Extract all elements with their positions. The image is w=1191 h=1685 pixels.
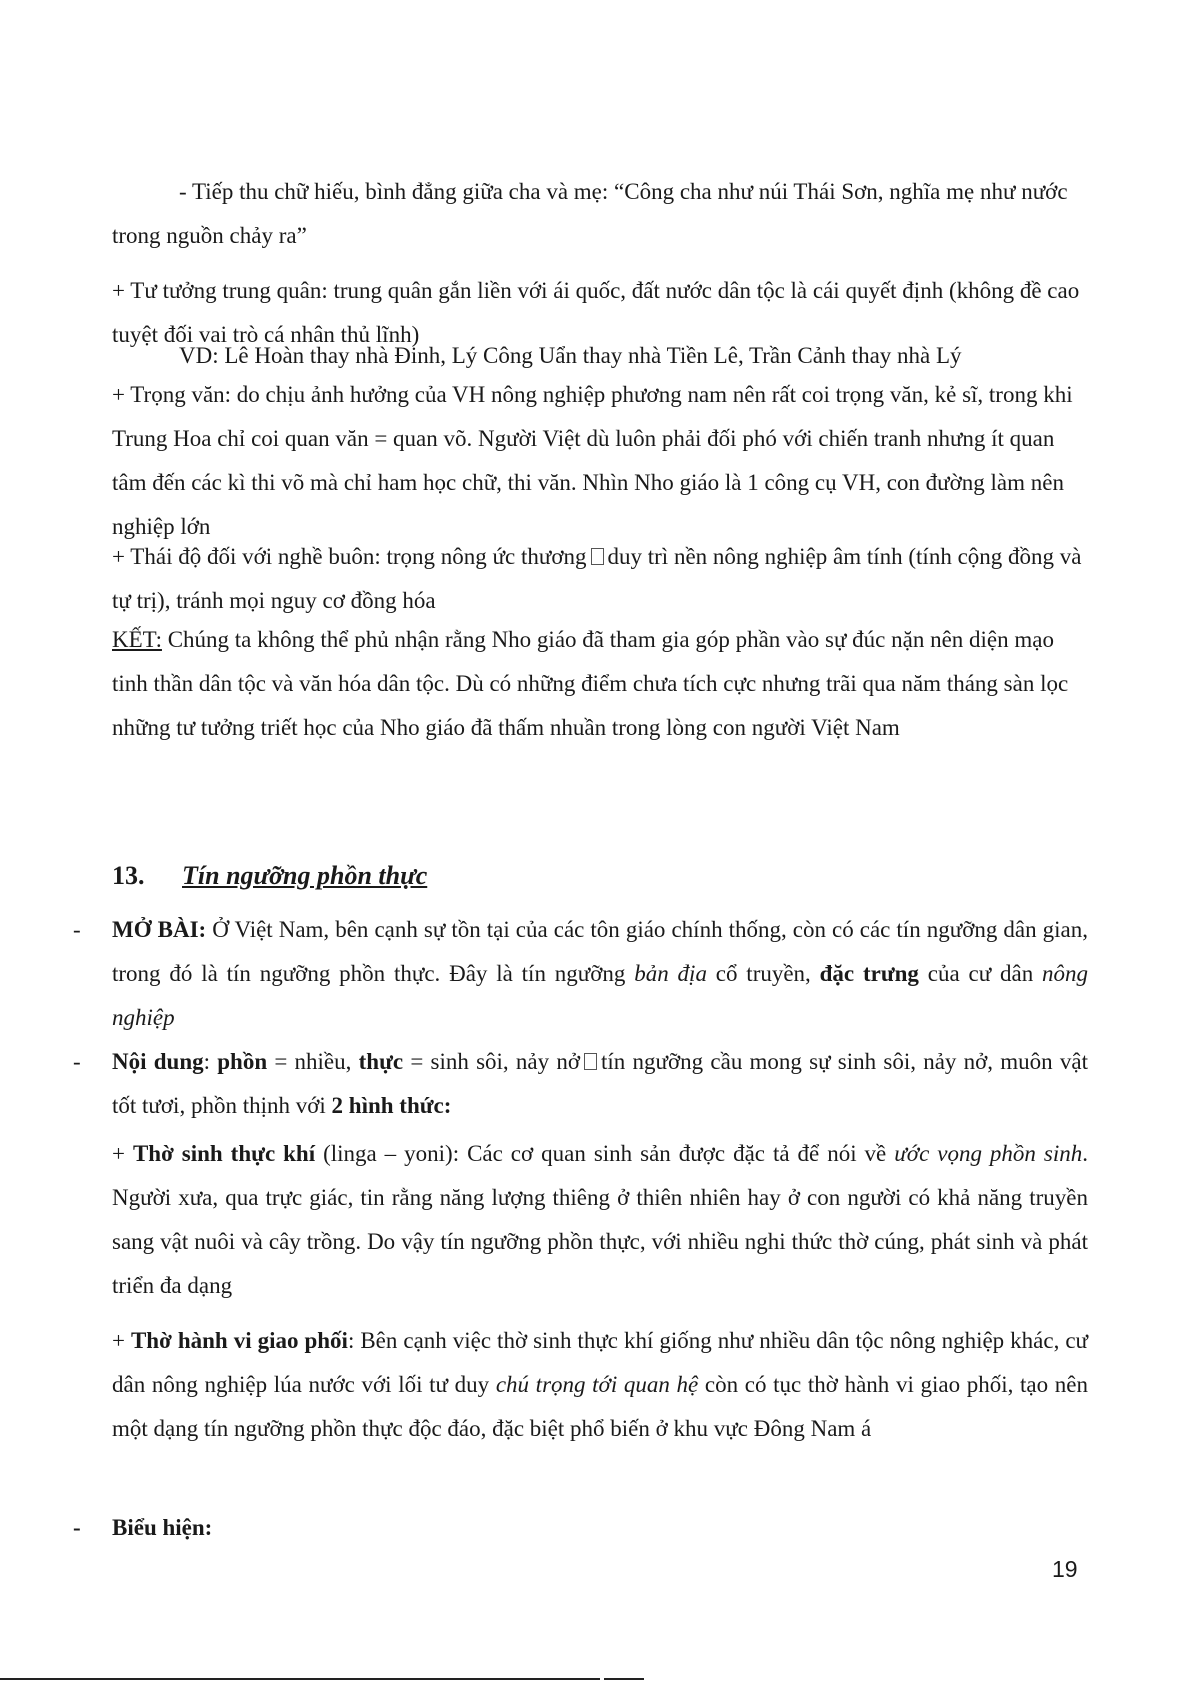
arrow-placeholder-icon [591, 548, 604, 565]
paragraph-filial-piety: - Tiếp thu chữ hiếu, bình đẳng giữa cha và mẹ: “Công cha như núi Thái Sơn, nghĩa mẹ như nước trong nguồn chảy ra” [112, 179, 1068, 248]
act-text-1: : Bên cạnh việc thờ sinh thực khí giống như nhiều dân tộc nông nghiệp khác, cư dân nông nghiệp lúa nước với lối tư duy [112, 1328, 1088, 1397]
paragraph-worship-act [112, 1319, 1088, 1451]
act-italic: chú trọng tới quan hệ [495, 1372, 699, 1397]
intro-text-1: Ở Việt Nam, bên cạnh sự tồn tại của các tôn giáo chính thống, còn có các tín ngưỡng dân gian, trong đó là tín ngưỡng phồn thực. Đây là tín ngưỡng [112, 917, 1088, 986]
commerce-text-b: duy trì nền nông nghiệp âm tính (tính cộng đồng và tự trị), tránh mọi nguy cơ đồng hóa [112, 544, 1082, 613]
conclusion-label: KẾT: [112, 627, 162, 652]
organs-text-1: (linga – yoni): Các cơ quan sinh sản được đặc tả để nói về [315, 1141, 895, 1166]
act-text-2: còn có tục thờ hành vi giao phối, tạo nên một dạng tín ngưỡng phồn thực độc đáo, đặc biệt phổ biến ở khu vực Đông Nam á [112, 1372, 1088, 1441]
manifestation-label: Biểu hiện: [112, 1515, 213, 1540]
intro-label: MỞ BÀI: [112, 917, 207, 942]
organs-bold: Thờ sinh thực khí [132, 1141, 316, 1166]
paragraph-conclusion [112, 618, 1088, 750]
organs-italic: ước vọng phồn sinh [894, 1141, 1083, 1166]
bottom-rule [0, 1678, 600, 1680]
intro-text-2: cổ truyền, [706, 961, 820, 986]
bottom-rule-short [604, 1678, 644, 1680]
intro-bold-1: đặc trưng [819, 961, 919, 986]
content-text-2: = nhiều, [267, 1049, 359, 1074]
content-bold-1: phồn [217, 1049, 268, 1074]
commerce-text-a: + Thái độ đối với nghề buôn: trọng nông ức thương [112, 544, 587, 569]
paragraph-manifestation [112, 1506, 1088, 1550]
paragraph-commerce [112, 535, 1088, 623]
section-title: Tín ngưỡng phồn thực [182, 861, 428, 890]
paragraph-worship-organs [112, 1132, 1088, 1308]
intro-italic-1: bản địa [634, 961, 707, 986]
content-bold-3: 2 hình thức: [331, 1093, 452, 1118]
section-number: 13. [112, 861, 145, 890]
content-bold-2: thực [358, 1049, 404, 1074]
paragraph-intro [112, 908, 1088, 1040]
paragraph-content [112, 1040, 1088, 1128]
content-text-4: tín ngưỡng cầu mong sự sinh sôi, nảy nở, muôn vật tốt tươi, phồn thịnh với [112, 1049, 1089, 1118]
content-text-1: : [203, 1049, 218, 1074]
bullet-dash: - [73, 1049, 81, 1074]
bullet-dash: - [73, 1515, 81, 1540]
paragraph-loyalty: + Tư tưởng trung quân: trung quân gắn liền với ái quốc, đất nước dân tộc là cái quyết định (không đề cao tuyệt đối vai trò cá nhân thủ lĩnh) [112, 278, 1080, 347]
page-number: 19 [1052, 1556, 1078, 1582]
bullet-dash: - [73, 917, 81, 942]
organs-text-2: . Người xưa, qua trực giác, tin rằng năng lượng thiêng ở thiên nhiên hay ở con người có khả năng truyền sang vật nuôi và cây trồng. Do vậy tín ngưỡng phồn thực, với nhiều nghi thức thờ cúng, phát sinh và phát triển đa dạng [112, 1141, 1088, 1298]
act-bold: Thờ hành vi giao phối [130, 1328, 348, 1353]
content-text-3: = sinh sôi, nảy nở [403, 1049, 581, 1074]
intro-italic-2: nông nghiệp [112, 961, 1089, 1030]
intro-text-3: của cư dân [918, 961, 1043, 986]
conclusion-text: Chúng ta không thể phủ nhận rằng Nho giáo đã tham gia góp phần vào sự đúc nặn nên diện mạo tinh thần dân tộc và văn hóa dân tộc. Dù có những điểm chưa tích cực nhưng trãi qua năm tháng sàn lọc những tư tưởng triết học của Nho giáo đã thấm nhuần trong lòng con người Việt Nam [112, 627, 1069, 740]
section-heading [112, 856, 427, 896]
content-label: Nội dung [112, 1049, 204, 1074]
paragraph-literature: + Trọng văn: do chịu ảnh hưởng của VH nông nghiệp phương nam nên rất coi trọng văn, kẻ sĩ, trong khi Trung Hoa chỉ coi quan văn = quan võ. Người Việt dù luôn phải đối phó với chiến tranh nhưng ít quan tâm đến các kì thi võ mà chỉ ham học chữ, thi văn. Nhìn Nho giáo là 1 công cụ VH, con đường làm nên nghiệp lớn [112, 382, 1073, 539]
arrow-placeholder-icon [584, 1053, 597, 1070]
act-prefix: + [112, 1328, 131, 1353]
paragraph-example: VD: Lê Hoàn thay nhà Đinh, Lý Công Uẩn thay nhà Tiền Lê, Trần Cảnh thay nhà Lý [179, 343, 962, 368]
organs-prefix: + [112, 1141, 133, 1166]
